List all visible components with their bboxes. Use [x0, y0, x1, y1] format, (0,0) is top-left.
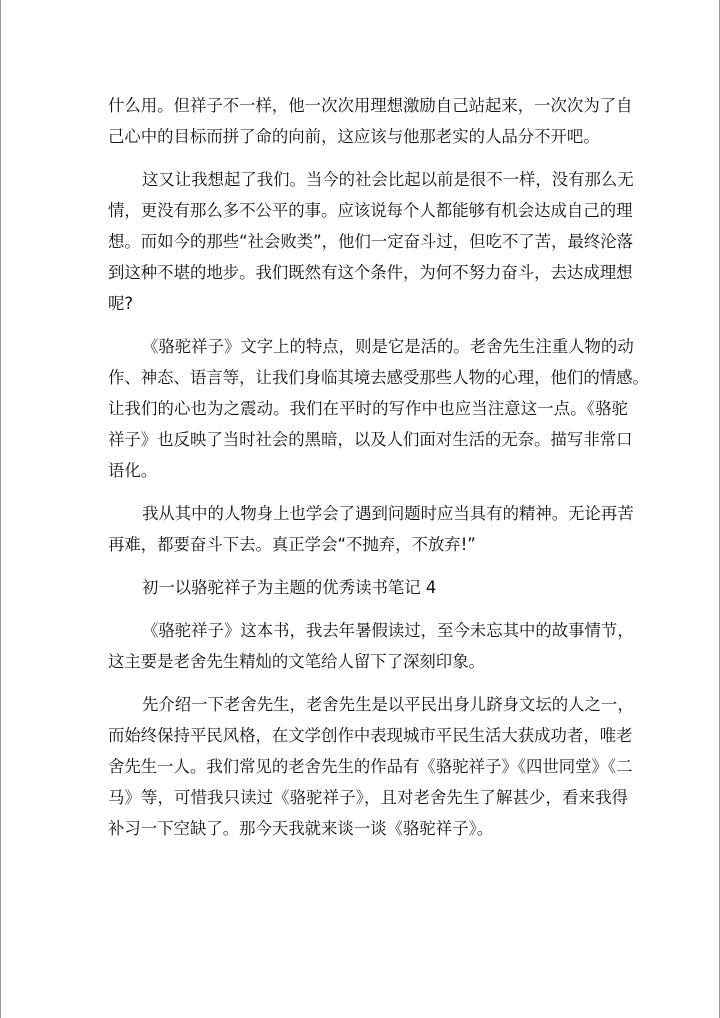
text-line: 补习一下空缺了。那今天我就来谈一谈《骆驼祥子》。: [108, 819, 494, 838]
text-line: 情，更没有那么多不公平的事。应该说每个人都能够有机会达成自己的理: [108, 201, 633, 220]
text-line: 《骆驼祥子》文字上的特点，则是它是活的。老舍先生注重人物的动: [142, 337, 634, 356]
text-line: 呢?: [108, 294, 134, 313]
text-line: 先介绍一下老舍先生，老舍先生是以平民出身儿跻身文坛的人之一，: [142, 695, 634, 714]
text-line: 我从其中的人物身上也学会了遇到问题时应当具有的精神。无论再苦: [142, 504, 634, 523]
text-line: 想。而如今的那些“社会败类”，他们一定奋斗过，但吃不了苦，最终沦落: [108, 232, 634, 251]
text-line: 语化。: [108, 461, 158, 480]
page-edge-left: [0, 0, 1, 1018]
paragraph-4: [108, 498, 634, 560]
paragraph-6: [108, 689, 634, 844]
paragraph-2: [108, 164, 634, 319]
text-line: 什么用。但祥子不一样，他一次次用理想激励自己站起来，一次次为了自: [108, 96, 633, 115]
paragraph-1: [108, 90, 633, 152]
document-body: [108, 90, 649, 856]
text-line: 祥子》也反映了当时社会的黑暗，以及人们面对生活的无奈。描写非常口: [108, 430, 633, 449]
paragraph-3: [108, 331, 649, 486]
section-heading: [108, 572, 628, 603]
text-line: 而始终保持平民风格，在文学创作中表现城市平民生活大获成功者，唯老: [108, 726, 633, 745]
text-line: 这又让我想起了我们。当今的社会比起以前是很不一样，没有那么无: [142, 170, 634, 189]
text-line: 《骆驼祥子》这本书，我去年暑假读过，至今未忘其中的故事情节，: [142, 621, 634, 640]
heading-text: 初一以骆驼祥子为主题的优秀读书笔记 4: [142, 578, 437, 597]
text-line: 让我们的心也为之震动。我们在平时的写作中也应当注意这一点。《骆驼: [108, 399, 628, 418]
text-line: 作、神态、语言等，让我们身临其境去感受那些人物的心理，他们的情感。: [108, 368, 649, 387]
text-line: 己心中的目标而拼了命的向前，这应该与他那老实的人品分不开吧。: [108, 127, 600, 146]
text-line: 这主要是老舍先生精灿的文笔给人留下了深刻印象。: [108, 652, 485, 671]
text-line: 舍先生一人。我们常见的老舍先生的作品有《骆驼祥子》《四世同堂》《二: [108, 757, 633, 776]
text-line: 马》等，可惜我只读过《骆驼祥子》，且对老舍先生了解甚少，看来我得: [108, 788, 628, 807]
text-line: 再难，都要奋斗下去。真正学会“不抛弃，不放弃!”: [108, 535, 476, 554]
paragraph-5: [108, 615, 634, 677]
text-line: 到这种不堪的地步。我们既然有这个条件，为何不努力奋斗，去达成理想: [108, 263, 633, 282]
